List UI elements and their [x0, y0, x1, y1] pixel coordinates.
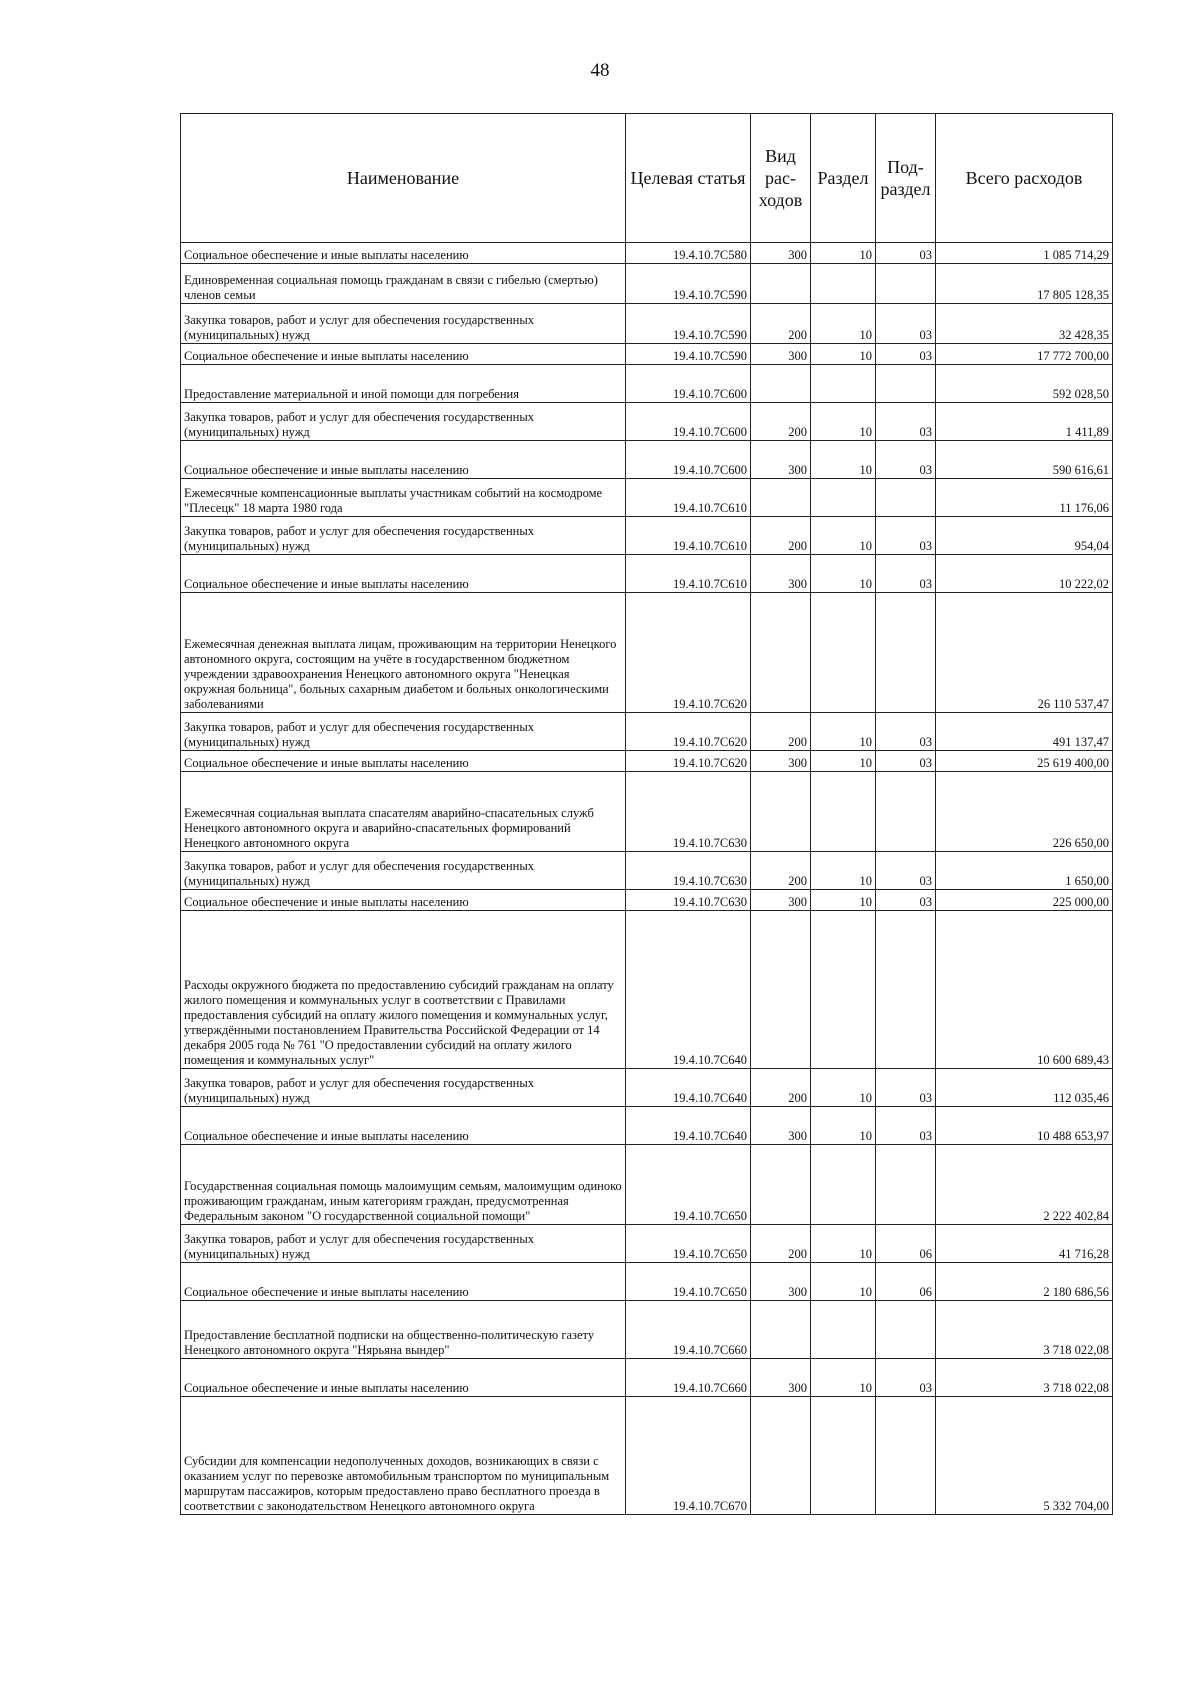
cell-section: 10: [811, 555, 876, 593]
table-row: [181, 403, 1113, 441]
cell-expense-type: [751, 365, 811, 403]
table-row: [181, 243, 1113, 264]
cell-target-article: 19.4.10.7С610: [626, 555, 751, 593]
cell-name: Ежемесячные компенсационные выплаты участникам событий на космодроме "Плесецк" 18 марта 1980 года: [181, 479, 626, 517]
cell-section: 10: [811, 1359, 876, 1397]
page-number: 48: [590, 60, 610, 81]
table-row: [181, 1145, 1113, 1225]
cell-subsection: 03: [876, 344, 936, 365]
cell-name: Социальное обеспечение и иные выплаты населению: [181, 344, 626, 365]
header-target-article: Целевая статья: [626, 114, 751, 243]
cell-name: Субсидии для компенсации недополученных доходов, возникающих в связи с оказанием услуг по перевозке автомобильным транспортом по муниципальным маршрутам пассажиров, которым предоставлено право бесплатного проезда в соответствии с законодательством Ненецкого автономного округа: [181, 1397, 626, 1515]
cell-subsection: 06: [876, 1225, 936, 1263]
cell-section: [811, 479, 876, 517]
cell-name: Ежемесячная социальная выплата спасателям аварийно-спасательных служб Ненецкого автономного округа и аварийно-спасательных формирований Ненецкого автономного округа: [181, 772, 626, 852]
cell-target-article: 19.4.10.7С600: [626, 365, 751, 403]
table-row: [181, 1225, 1113, 1263]
table-row: [181, 304, 1113, 344]
cell-expense-type: [751, 1145, 811, 1225]
cell-expense-type: 200: [751, 304, 811, 344]
cell-name: Расходы окружного бюджета по предоставлению субсидий гражданам на оплату жилого помещения и коммунальных услуг в соответствии с Правилами предоставления субсидий на оплату жилого помещения и коммунальных услуг, утверждёнными постановлением Правительства Российской Федерации от 14 декабря 2005 года № 761 "О предоставлении субсидий на оплату жилого помещения и коммунальных услуг": [181, 911, 626, 1069]
cell-expense-type: 300: [751, 555, 811, 593]
cell-total: 3 718 022,08: [936, 1359, 1113, 1397]
table-row: [181, 1397, 1113, 1515]
cell-target-article: 19.4.10.7С640: [626, 911, 751, 1069]
cell-total: 5 332 704,00: [936, 1397, 1113, 1515]
cell-subsection: [876, 479, 936, 517]
cell-subsection: 06: [876, 1263, 936, 1301]
cell-section: 10: [811, 1069, 876, 1107]
table-header-row: [181, 114, 1113, 243]
cell-target-article: 19.4.10.7С630: [626, 852, 751, 890]
cell-subsection: [876, 911, 936, 1069]
cell-section: [811, 365, 876, 403]
cell-section: 10: [811, 243, 876, 264]
cell-target-article: 19.4.10.7С590: [626, 304, 751, 344]
cell-expense-type: 300: [751, 751, 811, 772]
table-row: [181, 1069, 1113, 1107]
cell-subsection: [876, 264, 936, 304]
cell-target-article: 19.4.10.7С610: [626, 517, 751, 555]
table-row: [181, 441, 1113, 479]
cell-name: Предоставление материальной и иной помощи для погребения: [181, 365, 626, 403]
cell-total: 112 035,46: [936, 1069, 1113, 1107]
table-row: [181, 1359, 1113, 1397]
cell-expense-type: 300: [751, 890, 811, 911]
cell-expense-type: 200: [751, 1069, 811, 1107]
cell-subsection: 03: [876, 713, 936, 751]
cell-subsection: 03: [876, 304, 936, 344]
cell-total: 10 600 689,43: [936, 911, 1113, 1069]
cell-total: 491 137,47: [936, 713, 1113, 751]
cell-total: 590 616,61: [936, 441, 1113, 479]
cell-target-article: 19.4.10.7С620: [626, 713, 751, 751]
cell-total: 1 411,89: [936, 403, 1113, 441]
cell-section: 10: [811, 713, 876, 751]
cell-name: Социальное обеспечение и иные выплаты населению: [181, 555, 626, 593]
cell-expense-type: 300: [751, 441, 811, 479]
cell-name: Закупка товаров, работ и услуг для обеспечения государственных (муниципальных) нужд: [181, 304, 626, 344]
cell-section: 10: [811, 1107, 876, 1145]
cell-section: 10: [811, 852, 876, 890]
header-subsection: Под- раздел: [876, 114, 936, 243]
cell-subsection: 03: [876, 517, 936, 555]
cell-total: 1 650,00: [936, 852, 1113, 890]
cell-expense-type: 300: [751, 1359, 811, 1397]
cell-target-article: 19.4.10.7С610: [626, 479, 751, 517]
cell-expense-type: 300: [751, 344, 811, 365]
cell-target-article: 19.4.10.7С590: [626, 344, 751, 365]
cell-section: 10: [811, 1263, 876, 1301]
cell-section: [811, 264, 876, 304]
cell-section: [811, 593, 876, 713]
cell-expense-type: [751, 1301, 811, 1359]
cell-subsection: [876, 593, 936, 713]
cell-expense-type: [751, 1397, 811, 1515]
cell-name: Закупка товаров, работ и услуг для обеспечения государственных (муниципальных) нужд: [181, 713, 626, 751]
table-row: [181, 772, 1113, 852]
table-row: [181, 593, 1113, 713]
cell-name: Социальное обеспечение и иные выплаты населению: [181, 1107, 626, 1145]
cell-name: Социальное обеспечение и иные выплаты населению: [181, 1359, 626, 1397]
cell-expense-type: 200: [751, 713, 811, 751]
cell-section: 10: [811, 441, 876, 479]
cell-total: 32 428,35: [936, 304, 1113, 344]
cell-total: 3 718 022,08: [936, 1301, 1113, 1359]
cell-target-article: 19.4.10.7С640: [626, 1069, 751, 1107]
cell-subsection: [876, 1145, 936, 1225]
cell-expense-type: 300: [751, 1263, 811, 1301]
cell-total: 10 488 653,97: [936, 1107, 1113, 1145]
cell-target-article: 19.4.10.7С580: [626, 243, 751, 264]
cell-total: 17 772 700,00: [936, 344, 1113, 365]
cell-expense-type: [751, 911, 811, 1069]
cell-target-article: 19.4.10.7С620: [626, 593, 751, 713]
cell-target-article: 19.4.10.7С600: [626, 441, 751, 479]
table-row: [181, 890, 1113, 911]
cell-target-article: 19.4.10.7С650: [626, 1225, 751, 1263]
cell-expense-type: 300: [751, 243, 811, 264]
cell-section: [811, 911, 876, 1069]
cell-target-article: 19.4.10.7С630: [626, 890, 751, 911]
cell-target-article: 19.4.10.7С650: [626, 1263, 751, 1301]
table-row: [181, 713, 1113, 751]
cell-target-article: 19.4.10.7С650: [626, 1145, 751, 1225]
cell-name: Социальное обеспечение и иные выплаты населению: [181, 751, 626, 772]
cell-expense-type: [751, 593, 811, 713]
cell-name: Закупка товаров, работ и услуг для обеспечения государственных (муниципальных) нужд: [181, 517, 626, 555]
cell-total: 226 650,00: [936, 772, 1113, 852]
cell-total: 225 000,00: [936, 890, 1113, 911]
cell-target-article: 19.4.10.7С660: [626, 1359, 751, 1397]
table-row: [181, 555, 1113, 593]
cell-subsection: 03: [876, 1359, 936, 1397]
cell-total: 592 028,50: [936, 365, 1113, 403]
cell-section: [811, 772, 876, 852]
cell-section: [811, 1145, 876, 1225]
header-name: Наименование: [181, 114, 626, 243]
cell-name: Закупка товаров, работ и услуг для обеспечения государственных (муниципальных) нужд: [181, 403, 626, 441]
cell-subsection: 03: [876, 751, 936, 772]
header-expense-type: Вид рас- ходов: [751, 114, 811, 243]
cell-expense-type: 200: [751, 403, 811, 441]
cell-target-article: 19.4.10.7С590: [626, 264, 751, 304]
table-row: [181, 911, 1113, 1069]
cell-name: Закупка товаров, работ и услуг для обеспечения государственных (муниципальных) нужд: [181, 852, 626, 890]
cell-section: 10: [811, 890, 876, 911]
cell-subsection: 03: [876, 243, 936, 264]
cell-target-article: 19.4.10.7С640: [626, 1107, 751, 1145]
table-row: [181, 1107, 1113, 1145]
cell-expense-type: [751, 479, 811, 517]
cell-subsection: 03: [876, 555, 936, 593]
budget-table: [180, 113, 1113, 1515]
cell-total: 11 176,06: [936, 479, 1113, 517]
cell-expense-type: 200: [751, 1225, 811, 1263]
cell-subsection: [876, 365, 936, 403]
cell-expense-type: 200: [751, 517, 811, 555]
cell-total: 1 085 714,29: [936, 243, 1113, 264]
table-row: [181, 365, 1113, 403]
cell-subsection: 03: [876, 1107, 936, 1145]
cell-target-article: 19.4.10.7С600: [626, 403, 751, 441]
cell-name: Социальное обеспечение и иные выплаты населению: [181, 441, 626, 479]
cell-subsection: 03: [876, 441, 936, 479]
cell-expense-type: 300: [751, 1107, 811, 1145]
table-row: [181, 1263, 1113, 1301]
cell-expense-type: [751, 264, 811, 304]
cell-subsection: [876, 1397, 936, 1515]
cell-subsection: 03: [876, 403, 936, 441]
cell-total: 25 619 400,00: [936, 751, 1113, 772]
cell-target-article: 19.4.10.7С670: [626, 1397, 751, 1515]
cell-name: Социальное обеспечение и иные выплаты населению: [181, 1263, 626, 1301]
cell-name: Ежемесячная денежная выплата лицам, проживающим на территории Ненецкого автономного округа, состоящим на учёте в государственном бюджетном учреждении здравоохранения Ненецкого автономного округа "Ненецкая окружная больница", больных сахарным диабетом и больных онкологическими заболеваниями: [181, 593, 626, 713]
cell-section: [811, 1397, 876, 1515]
cell-total: 954,04: [936, 517, 1113, 555]
cell-target-article: 19.4.10.7С630: [626, 772, 751, 852]
cell-target-article: 19.4.10.7С620: [626, 751, 751, 772]
header-section: Раздел: [811, 114, 876, 243]
cell-name: Социальное обеспечение и иные выплаты населению: [181, 890, 626, 911]
cell-target-article: 19.4.10.7С660: [626, 1301, 751, 1359]
cell-subsection: [876, 772, 936, 852]
cell-total: 2 222 402,84: [936, 1145, 1113, 1225]
cell-section: [811, 1301, 876, 1359]
cell-section: 10: [811, 304, 876, 344]
header-total: Всего расходов: [936, 114, 1113, 243]
table-row: [181, 344, 1113, 365]
cell-total: 26 110 537,47: [936, 593, 1113, 713]
cell-name: Закупка товаров, работ и услуг для обеспечения государственных (муниципальных) нужд: [181, 1069, 626, 1107]
cell-expense-type: 200: [751, 852, 811, 890]
cell-subsection: 03: [876, 852, 936, 890]
table-row: [181, 517, 1113, 555]
cell-name: Социальное обеспечение и иные выплаты населению: [181, 243, 626, 264]
cell-section: 10: [811, 403, 876, 441]
table-row: [181, 751, 1113, 772]
cell-name: Закупка товаров, работ и услуг для обеспечения государственных (муниципальных) нужд: [181, 1225, 626, 1263]
cell-subsection: 03: [876, 1069, 936, 1107]
table-row: [181, 852, 1113, 890]
table-row: [181, 1301, 1113, 1359]
cell-total: 41 716,28: [936, 1225, 1113, 1263]
cell-name: Предоставление бесплатной подписки на общественно-политическую газету Ненецкого автономного округа "Нярьяна вындер": [181, 1301, 626, 1359]
cell-section: 10: [811, 1225, 876, 1263]
cell-subsection: [876, 1301, 936, 1359]
cell-name: Единовременная социальная помощь гражданам в связи с гибелью (смертью) членов семьи: [181, 264, 626, 304]
cell-expense-type: [751, 772, 811, 852]
cell-section: 10: [811, 751, 876, 772]
cell-section: 10: [811, 517, 876, 555]
table-row: [181, 479, 1113, 517]
cell-section: 10: [811, 344, 876, 365]
cell-total: 10 222,02: [936, 555, 1113, 593]
cell-subsection: 03: [876, 890, 936, 911]
table-body: [181, 243, 1113, 1515]
cell-name: Государственная социальная помощь малоимущим семьям, малоимущим одиноко проживающим гражданам, иным категориям граждан, предусмотренная Федеральным законом "О государственной социальной помощи": [181, 1145, 626, 1225]
table-row: [181, 264, 1113, 304]
cell-total: 2 180 686,56: [936, 1263, 1113, 1301]
cell-total: 17 805 128,35: [936, 264, 1113, 304]
